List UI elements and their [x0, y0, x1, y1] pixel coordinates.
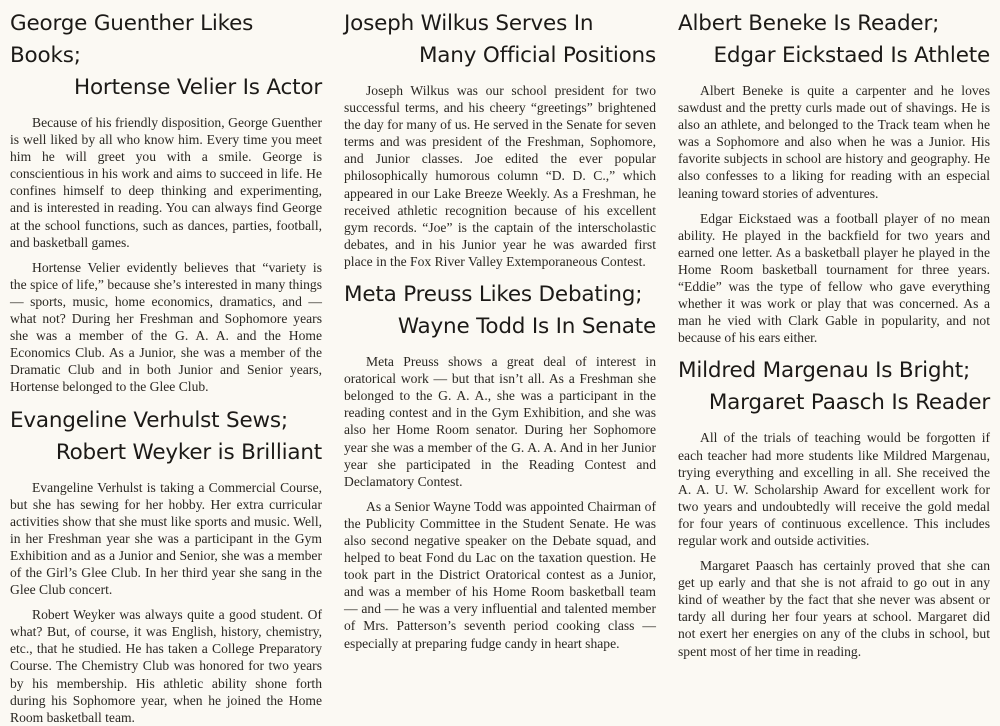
paragraph-joseph-wilkus: Joseph Wilkus was our school president for two successful terms, and his cheery “greetings” brightened the day for many of us. He served in the Senate for seven terms and was president of the Freshman, Sophomore, and Junior classes. Joe edited the ever popular philosophically humorous column “D. D. C.,” which appeared in our Lake Breeze Weekly. As a Freshman, he received athletic recognition because of his excellent gym records. “Joe” is the captain of the interscholastic debates, and in his Junior year he was awarded first place in the Fox River Valley Extemporaneous Contest.: [344, 83, 656, 269]
headline: [10, 8, 322, 104]
headline-line-2: Edgar Eickstaed Is Athlete: [713, 43, 990, 68]
paragraph-george-guenther: Because of his friendly disposition, George Guenther is well liked by all who know him. Every time you meet him he will greet you with a smile. George is conscientious in his work and aims to succeed in life. He confines himself to deep thinking and experimenting, and is interested in reading. You can always find George at the school functions, such as dances, parties, football, and basketball games.: [10, 115, 322, 250]
paragraph-evangeline-verhulst: Evangeline Verhulst is taking a Commercial Course, but she has sewing for her hobby. Her extra curricular activities show that she must like sports and music. Well, in her Freshman year she was a participant in the Gym Exhibition and as a Junior and Senior, she was a member of the Girl’s Glee Club. In her third year she sang in the Glee Club concert.: [10, 479, 322, 598]
paragraph-robert-weyker: Robert Weyker was always quite a good student. Of what? But, of course, it was English, history, chemistry, etc., that he studied. He has taken a College Preparatory Course. The Chemistry Club was honored for two years by his membership. His athletic ability shone forth during his Sophomore year, when he joined the Home Room basketball team.: [10, 607, 322, 725]
paragraph-mildred-margenau: All of the trials of teaching would be forgotten if each teacher had more students like Mildred Margenau, trying everything and excelling in all. She received the A. A. U. W. Scholarship Award for excellent work for two years and undoubtedly will receive the gold medal for four years of continuous excellence. This includes regular work and outside activities.: [678, 430, 990, 548]
paragraph-edgar-eickstaed: Edgar Eickstaed was a football player of no mean ability. He played in the backfield for two years and earned one letter. As a basketball player he played in the Home Room basketball tournament for three years. “Eddie” was the type of fellow who gave everything whether it was work or play that was concerned. As a man he vied with Clark Gable in popularity, and not because of his ears either.: [678, 210, 990, 346]
headline-line-2: Margaret Paasch Is Reader: [708, 390, 990, 416]
headline-line-1: Meta Preuss Likes Debating;: [344, 282, 643, 308]
headline-line-1: Albert Beneke Is Reader;: [678, 11, 940, 36]
paragraph-wayne-todd: As a Senior Wayne Todd was appointed Chairman of the Publicity Committee in the Student Senate. He was also second negative speaker on the Debate squad, and helped to beat Fond du Lac on the taxation question. He took part in the District Oratorical contest as a Junior, and was a member of his Home Room basketball team — and — he was a very influential and talented member of Mrs. Patterson’s seventh period cooking class — especially at preparing fudge candy in heart shape.: [344, 498, 656, 651]
article-wilkus: [344, 8, 656, 270]
article-verhulst-weyker: [10, 405, 322, 726]
headline-line-2: Robert Weyker is Brilliant: [55, 439, 322, 465]
column-left: [10, 8, 322, 725]
column-middle: [344, 8, 656, 695]
headline-line-1: Joseph Wilkus Serves In: [344, 11, 594, 36]
headline: [678, 355, 990, 419]
article-beneke-eickstaed: [678, 8, 990, 346]
column-right: [678, 8, 990, 695]
headline-line-2: Hortense Velier Is Actor: [74, 75, 322, 100]
headline-line-1: Evangeline Verhulst Sews;: [10, 407, 288, 433]
paragraph-margaret-paasch: Margaret Paasch has certainly proved that she can get up early and that she is not afraid to go out in any kind of weather by the fact that she never was absent or tardy all during her four years at school. Margaret did not exert her energies on any of the clubs in school, but spent most of her time in reading.: [678, 558, 990, 659]
paragraph-hortense-velier: Hortense Velier evidently believes that “variety is the spice of life,” because she’s interested in many things — sports, music, home economics, dramatics, and — what not? During her Freshman and Sophomore years she was a member of the G. A. A. and the Home Economics Club. As a Junior, she was a member of the Dramatic Club and in both Junior and Senior years, Hortense belonged to the Glee Club.: [10, 259, 322, 395]
headline-line-1: Mildred Margenau Is Bright;: [678, 358, 971, 384]
article-margenau-paasch: [678, 355, 990, 659]
paragraph-meta-preuss: Meta Preuss shows a great deal of interest in oratorical work — but that isn’t all. As a Freshman she belonged to the G. A. A., she was a participant in the reading contest and in the Gym Exhibition, and she was also her Home Room senator. During her Sophomore year she was a member of the G. A. A. And in her Junior year she participated in the Reading Contest and Declamatory Contest.: [344, 354, 656, 489]
headline-line-2: Many Official Positions: [418, 43, 656, 68]
article-preuss-todd: [344, 279, 656, 652]
headline-line-1: George Guenther Likes Books;: [10, 11, 254, 68]
paragraph-albert-beneke: Albert Beneke is quite a carpenter and he loves sawdust and the pretty curls made out of shavings. He is also an athlete, and belonged to the Track team when he was a Sophomore and also when he was a Junior. His favorite subjects in school are history and geography. He also confesses to a liking for reading with an especial leaning toward stories of adventures.: [678, 83, 990, 201]
headline: [344, 8, 656, 72]
article-guenther-velier: [10, 8, 322, 396]
headline-line-2: Wayne Todd Is In Senate: [397, 314, 656, 340]
headline: [10, 405, 322, 469]
headline: [344, 279, 656, 343]
headline: [678, 8, 990, 72]
